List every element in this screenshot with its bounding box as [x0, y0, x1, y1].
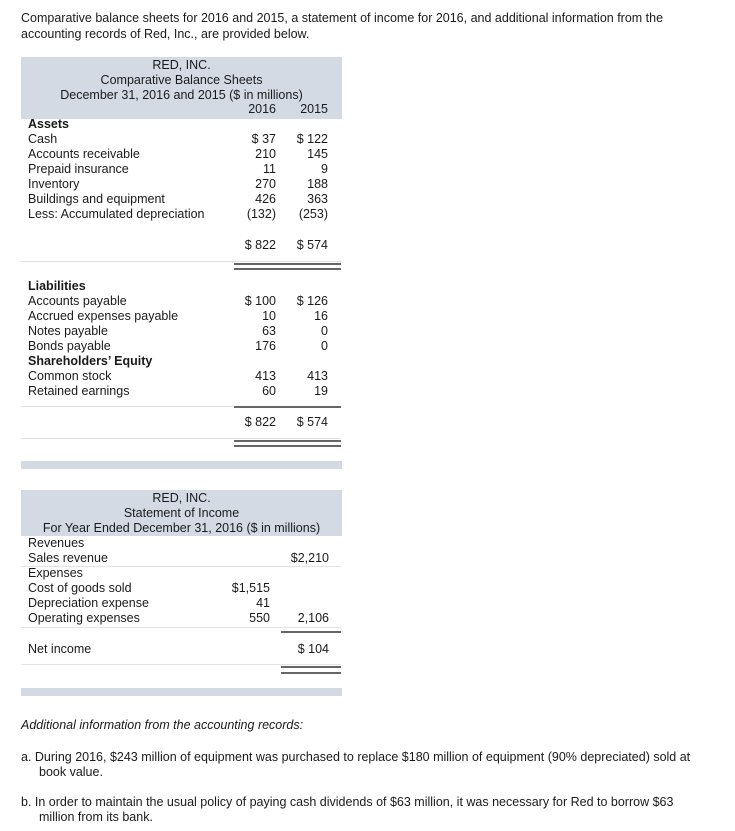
le-double-underline-1	[234, 440, 341, 442]
item-b-text: b. In order to maintain the usual policy of paying cash dividends of $63 million, it was necessary for Red to borrow $63 million from its bank.	[21, 795, 674, 824]
liabilities-heading: Liabilities	[28, 279, 86, 293]
is-company: RED, INC.	[152, 491, 211, 505]
asset-row-value-2015: 145	[307, 147, 328, 161]
asset-row-label: Cash	[28, 132, 58, 146]
net-income-divider	[21, 664, 341, 665]
liability-row-value-2016: 63	[262, 324, 276, 338]
sales-revenue-value: $2,210	[290, 551, 329, 565]
le-total-divider	[21, 438, 341, 439]
assets-double-underline-1	[234, 263, 341, 265]
equity-heading: Shareholders’ Equity	[28, 354, 153, 368]
assets-total-2015: $ 574	[296, 238, 328, 252]
col-header-2016: 2016	[248, 102, 276, 116]
liability-row-value-2015: 0	[321, 339, 328, 353]
assets-total-divider	[21, 261, 341, 262]
expenses-divider	[21, 627, 341, 628]
bs-company: RED, INC.	[152, 58, 211, 72]
income-statement-header	[21, 490, 342, 536]
item-a-text: a. During 2016, $243 million of equipment was purchased to replace $180 million of equipment (90% depreciated) sold at book value.	[21, 750, 691, 779]
is-period: For Year Ended December 31, 2016 ($ in millions)	[42, 521, 321, 535]
expenses-subtotal-underline	[281, 631, 341, 633]
bs-date: December 31, 2016 and 2015 ($ in millions)	[60, 88, 303, 102]
expenses-total: 2,106	[297, 611, 329, 625]
liability-row-value-2016: 10	[262, 309, 276, 323]
liability-row-value-2015: 0	[321, 324, 328, 338]
assets-total-2016: $ 822	[244, 238, 276, 252]
liability-row-value-2016: $ 100	[244, 294, 276, 308]
asset-row-label: Accounts receivable	[28, 147, 140, 161]
asset-row-value-2016: 270	[255, 177, 276, 191]
asset-row-value-2016: (132)	[246, 207, 276, 221]
equity-row-label: Retained earnings	[28, 384, 130, 398]
asset-row-label: Inventory	[28, 177, 80, 191]
assets-double-underline-2	[234, 268, 341, 270]
bs-title: Comparative Balance Sheets	[100, 73, 263, 87]
expense-row-label: Operating expenses	[28, 611, 140, 625]
income-statement-footer-band	[21, 688, 342, 696]
net-income-double-underline-1	[281, 666, 341, 668]
le-subtotal-underline	[234, 406, 341, 408]
asset-row-value-2016: $ 37	[251, 132, 276, 146]
liability-row-label: Bonds payable	[28, 339, 111, 353]
liability-row-label: Notes payable	[28, 324, 108, 338]
expense-row-label: Cost of goods sold	[28, 581, 132, 595]
asset-row-value-2015: (253)	[298, 207, 328, 221]
additional-info-item-a	[21, 750, 711, 780]
le-total-2016: $ 822	[244, 415, 276, 429]
liability-row-value-2016: 176	[255, 339, 276, 353]
equity-row-label: Common stock	[28, 369, 112, 383]
col-header-2015: 2015	[300, 102, 328, 116]
expense-row-value: 41	[256, 596, 270, 610]
asset-row-label: Buildings and equipment	[28, 192, 165, 206]
net-income-label: Net income	[28, 642, 92, 656]
net-income-value: $ 104	[297, 642, 329, 656]
liability-row-label: Accounts payable	[28, 294, 127, 308]
balance-sheet-footer-band	[21, 461, 342, 469]
asset-row-value-2016: 210	[255, 147, 276, 161]
net-income-double-underline-2	[281, 672, 341, 674]
asset-row-value-2015: 363	[307, 192, 328, 206]
asset-row-label: Less: Accumulated depreciation	[28, 207, 205, 221]
assets-heading: Assets	[28, 117, 69, 131]
equity-row-value-2016: 413	[255, 369, 276, 383]
is-title: Statement of Income	[123, 506, 240, 520]
equity-row-value-2015: 19	[314, 384, 328, 398]
le-double-underline-2	[234, 445, 341, 447]
asset-row-value-2015: 188	[307, 177, 328, 191]
revenues-heading: Revenues	[28, 536, 85, 550]
sales-revenue-label: Sales revenue	[28, 551, 108, 565]
asset-row-value-2016: 426	[255, 192, 276, 206]
equity-row-value-2016: 60	[262, 384, 276, 398]
expense-row-value: $1,515	[231, 581, 270, 595]
asset-row-label: Prepaid insurance	[28, 162, 129, 176]
liability-row-label: Accrued expenses payable	[28, 309, 179, 323]
additional-info-item-b	[21, 795, 711, 825]
expense-row-label: Depreciation expense	[28, 596, 149, 610]
asset-row-value-2015: $ 122	[296, 132, 328, 146]
additional-info-heading: Additional information from the accounting records:	[21, 718, 304, 732]
equity-row-value-2015: 413	[307, 369, 328, 383]
expenses-heading: Expenses	[28, 566, 83, 580]
le-total-2015: $ 574	[296, 415, 328, 429]
liability-row-value-2015: 16	[314, 309, 328, 323]
intro-text: Comparative balance sheets for 2016 and 2015, a statement of income for 2016, and additional information from the accounting records of Red, Inc., are provided below.	[21, 11, 664, 41]
expense-row-value: 550	[249, 611, 270, 625]
asset-row-value-2016: 11	[263, 162, 276, 176]
asset-row-value-2015: 9	[321, 162, 328, 176]
liability-row-value-2015: $ 126	[296, 294, 328, 308]
